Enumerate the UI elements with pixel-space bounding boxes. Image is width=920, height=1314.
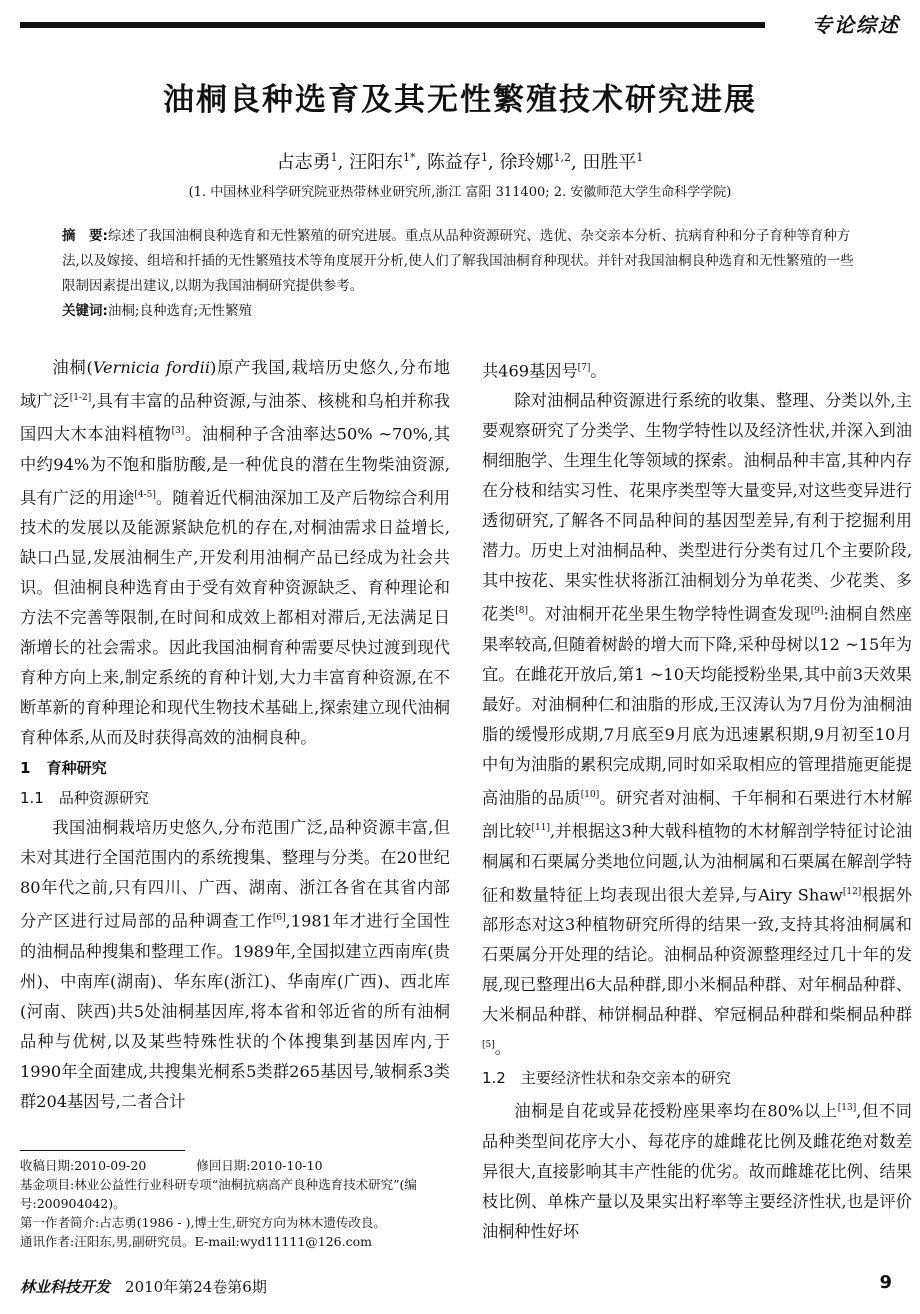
author-affil-mark: 1 [481, 151, 488, 164]
fund-note: 基金项目:林业公益性行业科研专项“油桐抗病高产良种选育技术研究”(编号:200904042)。 [20, 1177, 417, 1211]
body-paragraph: 油桐是自花或异花授粉座果率均在80%以上[13],但不同品种类型间花序大小、每花序的雄雌花比例及雌花绝对数差异很大,直接影响其丰产性能的优劣。故而雌雄花比例、结果枝比例、单株产量以及果实出籽率等主要经济性状,也是评价油桐种性好坏 [482, 1101, 912, 1241]
abstract [62, 224, 862, 324]
header-rule [20, 22, 765, 28]
section-label: 专论综述 [812, 13, 900, 37]
author-list: 占志勇$^1$, 汪阳东$^{1*}$, 陈益存$^1$, 徐玲娜$^{1,2}$, 田胜平$^1$ [276, 151, 644, 173]
section-heading-1: 1 育种研究 [20, 759, 107, 778]
issue-info: 2010年第24卷第6期 [125, 1278, 267, 1296]
page-number: 9 [879, 1272, 892, 1293]
body-paragraph: 共469基因号[7]。 [482, 361, 607, 381]
author-name: 汪阳东 [349, 152, 404, 173]
author-affil-mark: 1* [403, 151, 416, 164]
citation: [13] [837, 1103, 857, 1114]
subsection-heading-1-2: 1.2 主要经济性状和杂交亲本的研究 [482, 1069, 731, 1088]
body-paragraph: 我国油桐栽培历史悠久,分布范围广泛,品种资源丰富,但未对其进行全国范围内的系统搜集、整理与分类。在20世纪80年代之前,只有四川、广西、湖南、浙江各省在其省内部分产区进行过局部的品种调查工作[6],1981年才进行全国性的油桐品种搜集和整理工作。1989年,全国拟建立西南库(贵州)、中南库(湖南)、华东库(浙江)、华南库(广西)、西北库(河南、陕西)共5处油桐基因库,将本省和邻近省的所有油桐品种与优树,以及某些特殊性状的个体搜集到基因库内,于1990年全面建成,共搜集光桐系5类群265基因号,皱桐系3类群204基因号,二者合计 [20, 818, 450, 1111]
corresponding-author-note: 通讯作者:汪阳东,男,副研究员。E-mail:wyd11111@126.com [20, 1234, 372, 1249]
footnote-rule [20, 1150, 185, 1151]
citation: [11] [531, 823, 550, 834]
left-column [20, 353, 450, 1117]
footnotes [20, 1156, 450, 1251]
received-date: 收稿日期:2010-09-20 修回日期:2010-10-10 [20, 1158, 323, 1173]
citation: [3] [171, 426, 185, 437]
paper-title: 油桐良种选育及其无性繁殖技术研究进展 [163, 82, 757, 118]
journal-name: 林业科技开发 [20, 1278, 111, 1296]
author-name: 徐玲娜 [499, 152, 554, 173]
abstract-text: 综述了我国油桐良种选育和无性繁殖的研究进展。重点从品种资源研究、选优、杂交亲本分析、抗病育种和分子育种等育种方法,以及嫁接、组培和扦插的无性繁殖技术等角度展开分析,使人们了解我国油桐育种现状。并针对我国油桐良种选育和无性繁殖的一些限制因素提出建议,以期为我国油桐研究提供参考。 [62, 228, 854, 294]
author-name: 陈益存 [427, 152, 481, 173]
citation: [4-5] [134, 489, 156, 500]
citation: [5] [482, 1039, 495, 1050]
citation: [6] [272, 913, 286, 924]
citation: [1-2] [69, 393, 92, 403]
intro-paragraph: 油桐(Vernicia fordii)原产我国,栽培历史悠久,分布地域广泛[1-2],具有丰富的品种资源,与油茶、核桃和乌桕并称我国四大木本油料植物[3]。油桐种子含油率达50% ~70%,其中约94%为不饱和脂肪酸,是一种优良的潜在生物柴油资源,具有广泛的用途[4-5]。随着近代桐油深加工及产后物综合利用技术的发展以及能源紧缺危机的存在,对桐油需求日益增长,缺口凸显,发展油桐生产,开发利用油桐产品已经成为社会共识。但油桐良种选育由于受有效育种资源缺乏、育种理论和方法不完善等限制,在时间和成效上都相对滞后,无法满足日渐增长的社会需求。因此我国油桐育种需要尽快过渡到现代育种方向上来,制定系统的育种计划,大力丰富育种资源,在不断革新的育种理论和现代生物技术基础上,探索建立现代油桐育种体系,从而及时获得高效的油桐良种。 [20, 358, 451, 748]
author-affil-mark: 1,2 [553, 151, 571, 164]
citation: [10] [580, 789, 600, 800]
subsection-heading-1-1: 1.1 品种资源研究 [20, 789, 149, 808]
body-paragraph: 除对油桐品种资源进行系统的收集、整理、分类以外,主要观察研究了分类学、生物学特性以及经济性状,并深入到油桐细胞学、生理生化等领域的探索。油桐品种丰富,其种内存在分枝和结实习性、花果序类型等大量变异,对这些变异进行透彻研究,了解各不同品种间的基因型差异,有利于挖掘利用潜力。历史上对油桐品种、类型进行分类有过几个主要阶段,其中按花、果实性状将浙江油桐划分为单花类、少花类、多花类[8]。对油桐开花坐果生物学特性调查发现[9]:油桐自然座果率较高,但随着树龄的增大而下降,采种母树以12 ~15年为宜。在雌花开放后,第1 ~10天均能授粉坐果,其中前3天效果最好。对油桐种仁和油脂的形成,王汉涛认为7月份为油桐油脂的缓慢形成期,7月底至9月底为迅速累积期,9月初至10月中旬为油脂的累积完成期,同时如采取相应的管理措施更能提高油脂的品质[10]。研究者对油桐、千年桐和石栗进行木材解剖比较[11],并根据这3种大戟科植物的木材解剖学特征讨论油桐属和石栗属分类地位问题,认为油桐属和石栗属在解剖学特征和数量特征上均表现出很大差异,与Airy Shaw[12]根据外部形态对这3种植物研究所得的结果一致,支持其将油桐属和石栗属分开处理的结论。油桐品种资源整理经过几十年的发展,现已整理出6大品种群,即小米桐品种群、对年桐品种群、大米桐品种群、柿饼桐品种群、窄冠桐品种群和柴桐品种群[5]。 [482, 391, 913, 1058]
author-name: 田胜平 [582, 152, 637, 173]
author-affil-mark: 1 [330, 151, 338, 164]
right-column [482, 353, 912, 1247]
first-author-note: 第一作者简介:占志勇(1986 - ),博士生,研究方向为林木遗传改良。 [20, 1215, 386, 1230]
keywords: 油桐;良种选育;无性繁殖 [107, 303, 253, 319]
abstract-label: 摘 要: [62, 228, 108, 244]
author-affil-mark: 1 [636, 151, 644, 164]
citation: [9] [810, 606, 824, 617]
keywords-label: 关键词: [62, 303, 108, 319]
citation: [8] [515, 606, 528, 617]
citation: [12] [842, 886, 862, 897]
journal-info [20, 1276, 267, 1297]
author-name: 占志勇 [276, 152, 331, 173]
citation: [7] [577, 363, 591, 373]
affiliation: (1. 中国林业科学研究院亚热带林业研究所,浙江 富阳 311400; 2. 安徽师范大学生命科学学院) [188, 185, 732, 200]
